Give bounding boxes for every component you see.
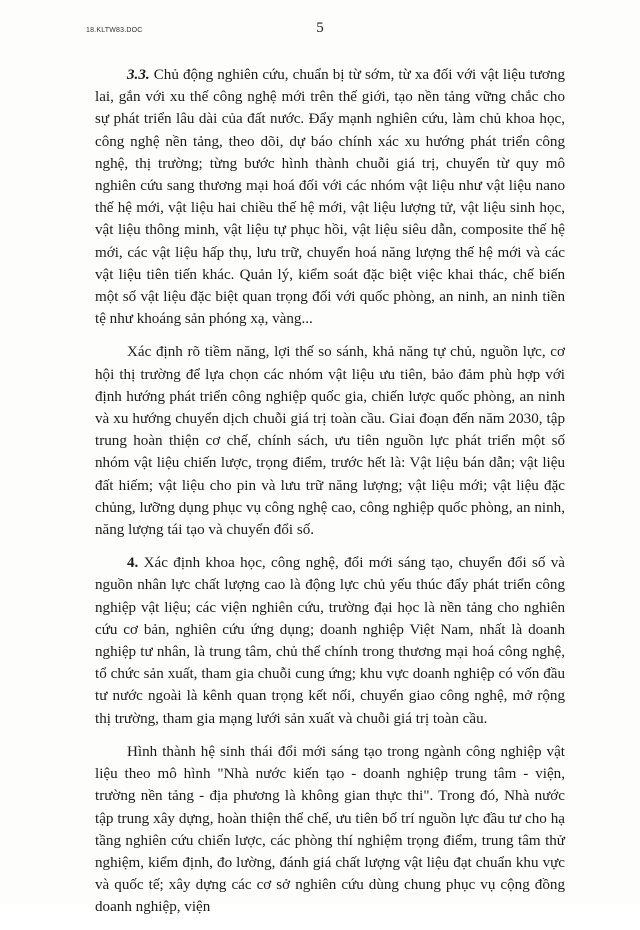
section-number: 3.3. [127,67,150,83]
paragraph-4 [95,552,565,730]
paragraph-text: Xác định khoa học, công nghệ, đổi mới sáng tạo, chuyển đổi số và nguồn nhân lực chất lượng cao là động lực chủ yếu thúc đẩy phát triển công nghiệp vật liệu; các viện nghiên cứu, trường đại học là nền tảng cho nghiên cứu cơ bản, nghiên cứu ứng dụng; doanh nghiệp Việt Nam, nhất là doanh nghiệp tư nhân, là trung tâm, chủ thể chính trong thương mại hoá công nghệ, tổ chức sản xuất, tham gia chuỗi cung ứng; khu vực doanh nghiệp có vốn đầu tư nước ngoài là kênh quan trọng kết nối, chuyển giao công nghệ, mở rộng thị trường, tham gia mạng lưới sản xuất và chuỗi giá trị toàn cầu. [95,555,565,727]
paragraph-text: Chủ động nghiên cứu, chuẩn bị từ sớm, từ xa đối với vật liệu tương lai, gắn với xu thế công nghệ mới trên thế giới, tạo nền tảng vững chắc cho sự phát triển lâu dài của đất nước. Đẩy mạnh nghiên cứu, làm chủ khoa học, công nghệ nền tảng, theo dõi, dự báo chính xác xu hướng phát triển công nghệ, thị trường; từng bước hình thành chuỗi giá trị, chuyển từ quy mô nghiên cứu sang thương mại hoá đối với các nhóm vật liệu như vật liệu nano thế hệ mới, vật liệu hai chiều thế hệ mới, vật liệu lượng tử, vật liệu sinh học, vật liệu thông minh, vật liệu tự phục hồi, vật liệu siêu dẫn, composite thế hệ mới, các vật liệu hấp thụ, lưu trữ, chuyển hoá năng lượng thế hệ mới và các vật liệu tiên tiến khác. Quản lý, kiểm soát đặc biệt việc khai thác, chế biến một số vật liệu đặc biệt quan trọng đối với quốc phòng, an ninh, an ninh tiền tệ như khoáng sản phóng xạ, vàng... [95,67,565,328]
document-filename: 18.KLTW83.DOC [86,27,143,34]
page-number: 5 [316,20,324,36]
paragraph-ecosystem [95,741,565,919]
paragraph-text: Hình thành hệ sinh thái đổi mới sáng tạo trong ngành công nghiệp vật liệu theo mô hình "Nhà nước kiến tạo - doanh nghiệp trung tâm - viện, trường nền tảng - địa phương là không gian thực thi". Trong đó, Nhà nước tập trung xây dựng, hoàn thiện thể chế, ưu tiên bố trí nguồn lực đầu tư cho hạ tầng nghiên cứu chiến lược, các phòng thí nghiệm trọng điểm, trung tâm thử nghiệm, kiểm định, đo lường, đánh giá chất lượng vật liệu đạt chuẩn khu vực và quốc tế; xây dựng các cơ sở nghiên cứu dùng chung phục vụ cộng đồng doanh nghiệp, viện [95,743,565,916]
section-number: 4. [127,555,139,572]
paragraph-text: Xác định rõ tiềm năng, lợi thế so sánh, khả năng tự chủ, nguồn lực, cơ hội thị trường để lựa chọn các nhóm vật liệu ưu tiên, bảo đảm phù hợp với định hướng phát triển công nghiệp quốc gia, chiến lược quốc phòng, an ninh và xu hướng chuyển dịch chuỗi giá trị toàn cầu. Giai đoạn đến năm 2030, tập trung hoàn thiện cơ chế, chính sách, ưu tiên nguồn lực phát triển một số nhóm vật liệu chiến lược, trọng điểm, trước hết là: Vật liệu bán dẫn; vật liệu đất hiếm; vật liệu cho pin và lưu trữ năng lượng; vật liệu mới; vật liệu đặc chủng, lưỡng dụng phục vụ công nghệ cao, công nghiệp quốc phòng, an ninh, năng lượng tái tạo và chuyển đổi số. [95,344,565,539]
document-body [95,64,565,930]
paragraph-priority-materials [95,341,565,541]
paragraph-3-3 [95,64,565,330]
